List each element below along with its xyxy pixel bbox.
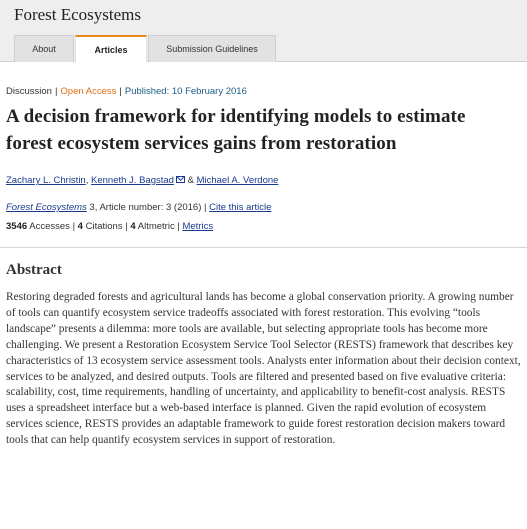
tab-about[interactable]: About [14,35,74,62]
cite-this-article-link[interactable]: Cite this article [209,202,272,213]
citation-details: 3, Article number: 3 (2016) [89,202,202,213]
journal-title[interactable]: Forest Ecosystems [14,5,142,24]
journal-link[interactable]: Forest Ecosystems [6,202,87,213]
citations-label: Citations [85,221,123,232]
citation-line: Forest Ecosystems 3, Article number: 3 (2016) | Cite this article [6,202,272,213]
abstract-heading: Abstract [6,262,62,278]
altmetric-count: 4 [130,221,136,232]
abstract-text: Restoring degraded forests and agricultural lands has become a global conservation priority. A growing number of tools can quantify ecosystem service tradeoffs associated with forest restoration. This evolving “tools landscape” presents a dilemma: more tools are available, but selecting appropriate tools has become more challenging. We present a Restoration Ecosystem Service Tool Selector (RESTS) framework that describes key characteristics of 13 ecosystem service assessment tools. Analysts enter information about their decision context, services to be analyzed, and desired outputs. Tools are filtered and presented based on five evaluative criteria: scalability, cost, time requirements, handling of uncertainty, and applicability to benefit-cost analysis. RESTS uses a spreadsheet interface but a web-based interface is planned. Given the rapid evolution of ecosystem services science, RESTS provides an adaptable framework to guide forest restoration decision makers toward tools that can help quantify ecosystem services in support of restoration. [6,291,521,447]
author-link[interactable]: Michael A. Verdone [196,175,279,186]
site-header [0,0,527,62]
tab-articles[interactable]: Articles [75,35,147,62]
article-metrics: 3546 Accesses | 4 Citations | 4 Altmetric | Metrics [6,221,214,232]
article-title: A decision framework for identifying models to estimate forest ecosystem services gains from restoration [6,106,466,154]
metrics-link[interactable]: Metrics [182,221,214,232]
altmetric-label: Altmetric [137,221,175,232]
published-date: Published: 10 February 2016 [124,86,247,97]
nav-tabs [14,35,277,62]
citations-count: 4 [77,221,83,232]
article-meta: Discussion | Open Access | Published: 10 February 2016 [6,86,247,97]
author-link[interactable]: Kenneth J. Bagstad [91,175,174,186]
email-icon[interactable] [176,176,185,183]
open-access-badge: Open Access [60,86,117,97]
section-divider [0,247,527,248]
tab-submission-guidelines[interactable]: Submission Guidelines [148,35,276,62]
accesses-count: 3546 [6,221,28,232]
author-link[interactable]: Zachary L. Christin [6,175,86,186]
accesses-label: Accesses [29,221,70,232]
article-type: Discussion [6,86,52,97]
author-list: Zachary L. Christin, Kenneth J. Bagstad & Michael A. Verdone [6,175,279,186]
